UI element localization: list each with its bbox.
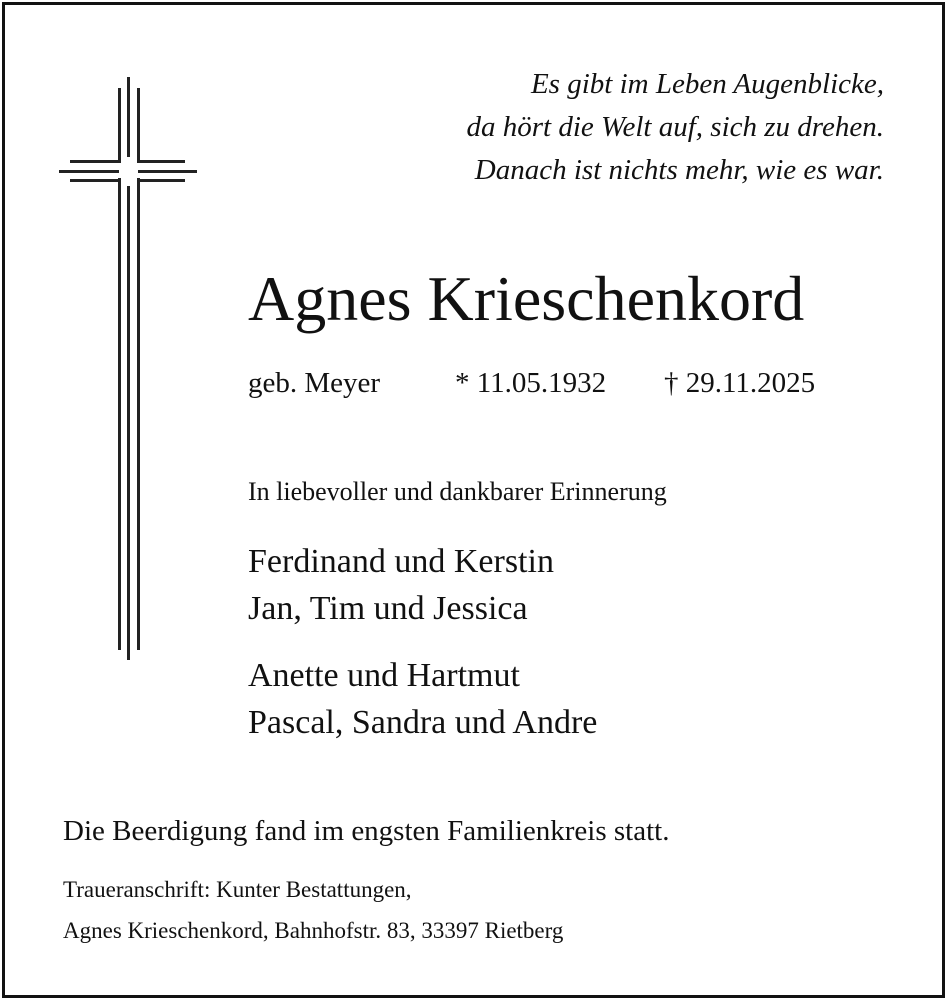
quote-line: da hört die Welt auf, sich zu drehen. [466, 111, 884, 143]
address-line: Traueranschrift: Kunter Bestattungen, [63, 877, 412, 902]
quote-line: Es gibt im Leben Augenblicke, [530, 68, 884, 100]
mourner-line: Ferdinand und Kerstin [248, 543, 554, 580]
deceased-name: Agnes Krieschenkord [248, 263, 805, 334]
mourner-line: Anette und Hartmut [248, 657, 520, 694]
remembrance-text: In liebevoller und dankbarer Erinnerung [248, 477, 667, 506]
mourner-line: Jan, Tim und Jessica [248, 590, 528, 627]
birth-date: * 11.05.1932 [455, 367, 607, 399]
quote-line: Danach ist nichts mehr, wie es war. [474, 154, 884, 186]
maiden-name: geb. Meyer [248, 367, 381, 399]
address-line: Agnes Krieschenkord, Bahnhofstr. 83, 33397 Rietberg [63, 918, 564, 943]
funeral-note: Die Beerdigung fand im engsten Familienkreis statt. [63, 815, 670, 847]
death-date: † 29.11.2025 [664, 367, 816, 399]
mourner-line: Pascal, Sandra und Andre [248, 704, 598, 741]
